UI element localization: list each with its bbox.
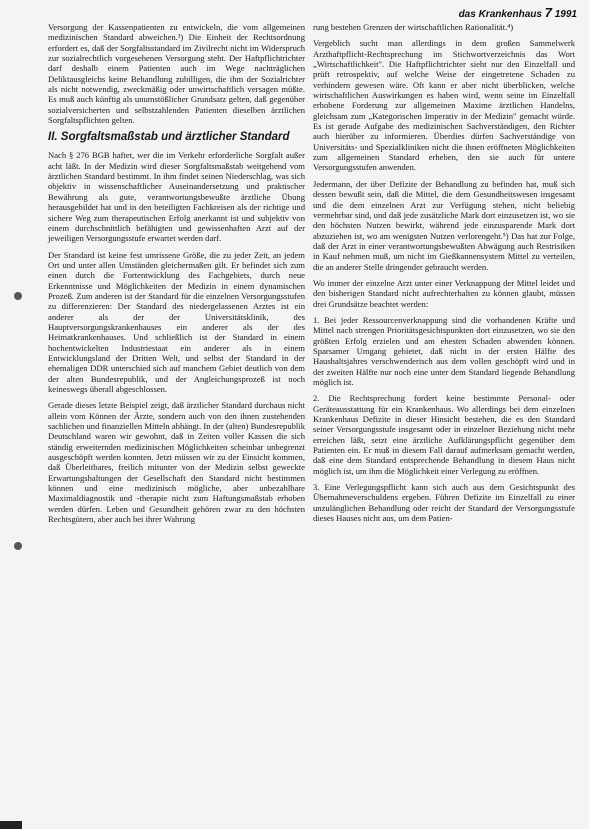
- paragraph: Wo immer der einzelne Arzt unter einer Verknappung der Mittel leidet und den bisherigen Standard nicht aufrechterhalten zu können glaubt, müssen drei Grundsätze beachtet werden:: [313, 277, 575, 309]
- paragraph: Nach § 276 BGB haftet, wer die im Verkehr erforderliche Sorgfalt außer acht läßt. In der Medizin wird dieser Sorgfaltsmaßstab weitgehend vom ärztlichen Standard bestimmt. In ihm findet seinen Niederschlag, was sich objektiv in wissenschaftlicher Auseinandersetzung und praktischer Bewährung als gute, verantwortungsbewußte ärztliche Übung herausgebildet hat und in den beteiligten Fachkreisen als der richtige und sichere Weg zum therapeutischen Erfolg anerkannt ist und subjektiv von einem durchschnittlich befähigten und gewissenhaften Arzt auf der jeweiligen Versorgungsstufe erwartet werden darf.: [48, 150, 305, 244]
- paragraph: Vergeblich sucht man allerdings in dem großen Sammelwerk Arzthaftpflicht-Rechtsprechung im Stichwortverzeichnis das Wort „Wirtschaftlichkeit". Die Haftpflichtrichter sieht nur den Einzelfall und prüft retrospektiv, auf welche Weise der eingetretene Schaden zu verhindern gewesen wäre. Oft kann er aber nicht überblicken, welche wirtschaftlichen Auswirkungen es haben wird, wenn seine im Einzelfall erhobene Forderung zur allgemeinen Maxime ärztlichen Handelns, gleichsam zum „Kategorischen Imperativ in der Medizin" gemacht würde. Es ist gerade Aufgabe des medizinischen Sachverständigen, den Richter auch hierüber zu informieren. Überdies dürfen Sachverständige von Universitäts- und Spezialkliniken nicht die ihnen eröffneten Möglichkeiten zum allgemeinen Standard erheben, den sie auch für untere Versorgungsstufen anwenden.: [313, 38, 575, 173]
- section-heading: II. Sorgfaltsmaßstab und ärztlicher Standard: [48, 131, 290, 144]
- paragraph: Gerade dieses letzte Beispiel zeigt, daß ärztlicher Standard durchaus nicht allein vom Können der Ärzte, sondern auch von den ihnen zustehenden sachlichen und finanziellen Mitteln abhängt. In der (alten) Bundesrepublik Deutschland waren wir gewohnt, daß in Zeiten voller Kassen die sich ständig erweiternden medizinischen Möglichkeiten scheinbar unbegrenzt ausgeschöpft werden konnten. Jetzt müssen wir zu der Einsicht kommen, daß Überleitbares, freilich mitunter von der Medizin selbst geweckte Erwartungshaltungen der Gesellschaft den Standard nicht bestimmen können und eine medizinisch mögliche, aber unbezahlbare Maximaldiagnostik und -therapie nicht zum Haftungsmaßstab erhoben werden dürfen. Leben und Gesundheit gehören zwar zu den höchsten Rechtsgütern, aber auch bei ihrer Wahrung: [48, 400, 305, 525]
- scan-edge-mark: [0, 821, 22, 829]
- paragraph: 2. Die Rechtsprechung fordert keine bestimmte Personal- oder Geräteausstattung für ein Krankenhaus. Wo allerdings bei dem einzelnen Krankenhaus Defizite in dieser Hinsicht bestehen, die es den Standard seiner Versorgungsstufe insgesamt oder in einzelner Beziehung nicht mehr erreichen läßt, setzt eine ärztliche Aufklärungspflicht gegenüber dem Patienten ein. Er muß in diesem Fall darauf aufmerksam gemacht werden, daß eine dem Standard entsprechende Behandlung in diesem Haus nicht möglich ist, um ihm die Möglichkeit einer Verlegung zu eröffnen.: [313, 393, 575, 476]
- punch-hole: [14, 292, 22, 300]
- paragraph: Versorgung der Kassenpatienten zu entwickeln, die vom allgemeinen medizinischen Standard abweichen.³) Die Einheit der Rechtsordnung erfordert es, daß der Sorgfaltsstandard im Zivilrecht nicht im Widerspruch zur sozialrechtlich vorgesehenen Versorgung steht. Der Haftpflichtrichter darf deshalb einem Patienten auch im Wege nachträglichen Deliktausgleichs keine Behandlung zubilligen, die ihm der Sozialrichter als nicht notwendig, zweckmäßig oder unwirtschaftlich versagen müßte. Es muß auch künftig als unumstößlicher Grundsatz gelten, daß gegenüber sozialversicherten und selbstzahlenden Patienten dieselben ärztlichen Sorgfaltspflichten gelten.: [48, 22, 305, 126]
- paragraph: 3. Eine Verlegungspflicht kann sich auch aus dem Gesichtspunkt des Übernahmeverschuldens ergeben. Führen Defizite im Einzelfall zu einer unzulänglichen Behandlung oder reicht der Standard der Versorgungsstufe dieses Hauses nicht aus, um dem Patien-: [313, 482, 575, 524]
- running-header: [459, 5, 577, 20]
- paragraph: 1. Bei jeder Ressourcenverknappung sind die vorhandenen Kräfte und Mittel nach strengen Prioritätsgesichtspunkten dort einzusetzen, wo sie den größten Erfolg erzielen und am ehesten Schaden abwenden können. Sparsamer Umgang gebietet, daß nicht in der ersten Hälfte des Haushaltsjahres verschwenderisch aus dem vollen geschöpft wird und in der zweiten Hälfte nur noch eine unter dem Standard liegende Behandlung möglich ist.: [313, 314, 575, 387]
- journal-title: das Krankenhaus: [458, 9, 542, 20]
- punch-hole: [14, 542, 22, 550]
- left-column: [48, 22, 305, 530]
- paragraph: Der Standard ist keine fest umrissene Größe, die zu jeder Zeit, an jedem Ort und unter allen Umständen gleichermaßen gilt. Er befindet sich zum einen durch die Fortentwicklung des Fachgebiets, durch neue Erkenntnisse und Möglichkeiten der Medizin in einem dynamischen Prozeß. Zum anderen ist der Standard für die einzelnen Versorgungsstufen zu differenzieren: Der Standard des niedergelassenen Arztes ist ein anderer als der der Universitätsklinik, des Hauptversorgungskrankenhauses ein anderer als der des Heimatkrankenhauses. Und schließlich ist der Standard in einem hochentwickelten Industriestaat ein anderer als in einem Entwicklungsland der Dritten Welt, und selbst der Standard in der ehemaligen DDR unterschied sich auf manchem Gebiet deutlich von dem der alten Bundesrepublik, und der Angleichungsprozeß ist noch keineswegs überall abgeschlossen.: [48, 249, 305, 394]
- paragraph: Jedermann, der über Defizite der Behandlung zu befinden hat, muß sich dessen bewußt sein, daß die Mittel, die dem Gesundheitswesen insgesamt und die dem einzelnen Arzt zur Verfügung stehen, nicht beliebig vermehrbar sind, und daß jede zusätzliche Mark dort einzusetzen ist, wo sie den höchsten Nutzen bewirkt, während jede einzusparende Mark dort abzuziehen ist, wo am wenigsten Nutzen verlorengeht.⁵) Das hat zur Folge, daß der Arzt in einer verantwortungsbewußten Abwägung auch Restrisiken in Kauf nehmen muß, um nicht im Gießkannensystem Mittel zu verteilen, die an anderer Stelle dringender gebraucht werden.: [313, 178, 575, 272]
- right-column: [313, 22, 575, 529]
- paragraph: rung bestehen Grenzen der wirtschaftlichen Rationalität.⁴): [313, 22, 514, 32]
- issue-year: 1991: [554, 9, 577, 20]
- issue-number: 7: [544, 5, 552, 20]
